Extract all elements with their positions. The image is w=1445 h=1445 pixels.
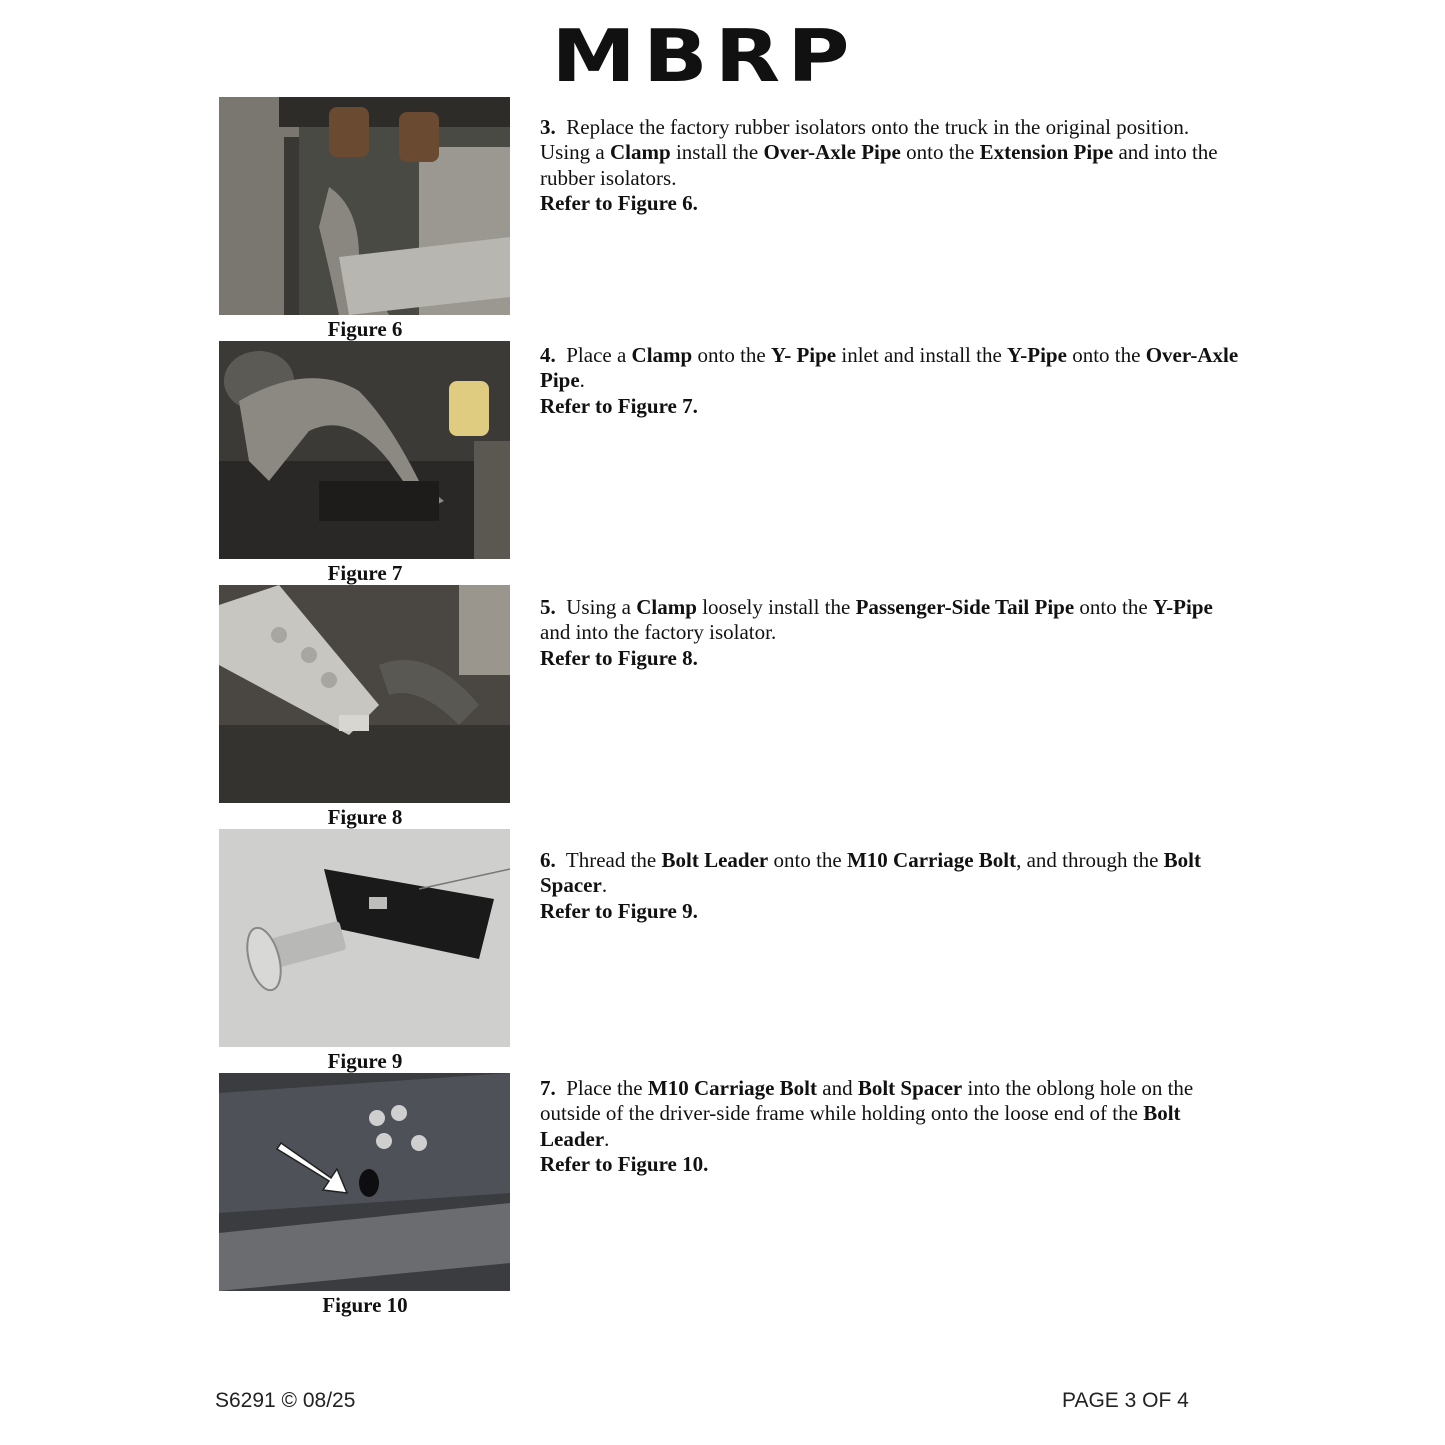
step-term: Bolt Spacer xyxy=(540,848,1202,898)
step-7 xyxy=(540,1076,1240,1177)
mbrp-logo: MBRP xyxy=(551,14,857,98)
step-text-run: Using a xyxy=(566,595,637,619)
figure-9-caption: Figure 9 xyxy=(327,1049,403,1073)
figure-8-photo xyxy=(219,585,510,803)
step-7-text xyxy=(540,1076,1240,1152)
step-term: Over-Axle Pipe xyxy=(540,343,1239,393)
step-term: Clamp xyxy=(631,343,693,367)
figure-7-caption: Figure 7 xyxy=(327,561,403,585)
step-3-text xyxy=(540,115,1240,191)
step-term: Y-Pipe xyxy=(1007,343,1067,367)
step-text-run: . xyxy=(604,1126,610,1151)
step-term: Bolt Spacer xyxy=(857,1076,963,1100)
step-text-run: onto the xyxy=(900,140,980,165)
step-5-text xyxy=(540,595,1240,646)
step-text-run: and into the rubber isolators. xyxy=(540,140,1218,190)
step-5 xyxy=(540,595,1240,671)
step-text-run: onto the xyxy=(1074,595,1153,619)
step-3 xyxy=(540,115,1240,216)
step-6-reference: Refer to Figure 9. xyxy=(540,898,698,923)
step-text-run: onto the xyxy=(692,343,771,367)
step-term: Clamp xyxy=(636,595,697,619)
step-number: 5. xyxy=(540,595,556,619)
step-number: 4. xyxy=(540,343,556,367)
step-number: 3. xyxy=(540,115,556,139)
step-text-run: Place a xyxy=(566,343,632,367)
step-term: M10 Carriage Bolt xyxy=(846,848,1017,872)
step-text-run: loosely install the xyxy=(696,595,856,619)
step-term: M10 Carriage Bolt xyxy=(647,1076,818,1100)
step-6 xyxy=(540,848,1240,924)
step-text-run: onto the xyxy=(1066,343,1146,367)
step-term: Y-Pipe xyxy=(1152,595,1213,619)
figure-6-photo xyxy=(219,97,510,315)
figure-10-caption: Figure 10 xyxy=(322,1293,408,1317)
step-number: 7. xyxy=(540,1076,556,1100)
step-term: Clamp xyxy=(610,140,671,165)
step-number: 6. xyxy=(540,848,556,872)
step-text-run: onto the xyxy=(768,848,847,872)
step-text-run: and xyxy=(817,1076,858,1100)
step-5-reference: Refer to Figure 8. xyxy=(540,645,698,670)
step-text-run: Thread the xyxy=(565,848,662,872)
step-text-run: and into the factory isolator. xyxy=(540,620,777,645)
step-text-run: into the oblong hole on the outside of the driver-side frame while holding onto the loose end of the xyxy=(540,1076,1194,1126)
step-text-run: . xyxy=(579,368,585,393)
footer-doc-id: S6291 © 08/25 xyxy=(215,1389,356,1412)
figure-6-caption: Figure 6 xyxy=(327,317,403,341)
step-term: Bolt Leader xyxy=(540,1101,1181,1151)
figure-9-photo xyxy=(219,829,510,1047)
figure-7-photo xyxy=(219,341,510,559)
step-text-run: Replace the factory rubber isolators onto the truck in the original position. Using a xyxy=(540,115,1190,165)
figure-10-photo xyxy=(219,1073,510,1291)
step-6-text xyxy=(540,848,1240,899)
step-text-run: . xyxy=(601,873,608,898)
step-3-reference: Refer to Figure 6. xyxy=(540,190,698,215)
step-7-reference: Refer to Figure 10. xyxy=(540,1151,709,1176)
step-text-run: inlet and install the xyxy=(836,343,1008,367)
step-4-text xyxy=(540,343,1240,394)
figure-8-caption: Figure 8 xyxy=(327,805,403,829)
step-text-run: Place the xyxy=(566,1076,648,1100)
step-term: Y- Pipe xyxy=(770,343,837,367)
step-text-run: , and through the xyxy=(1016,848,1164,872)
step-term: Over-Axle Pipe xyxy=(763,140,901,165)
step-term: Passenger-Side Tail Pipe xyxy=(855,595,1075,619)
step-term: Extension Pipe xyxy=(979,140,1114,165)
step-4-reference: Refer to Figure 7. xyxy=(540,393,698,418)
step-text-run: install the xyxy=(670,140,764,165)
step-4 xyxy=(540,343,1240,419)
footer-page-number: PAGE 3 OF 4 xyxy=(1062,1389,1189,1412)
step-term: Bolt Leader xyxy=(661,848,769,872)
